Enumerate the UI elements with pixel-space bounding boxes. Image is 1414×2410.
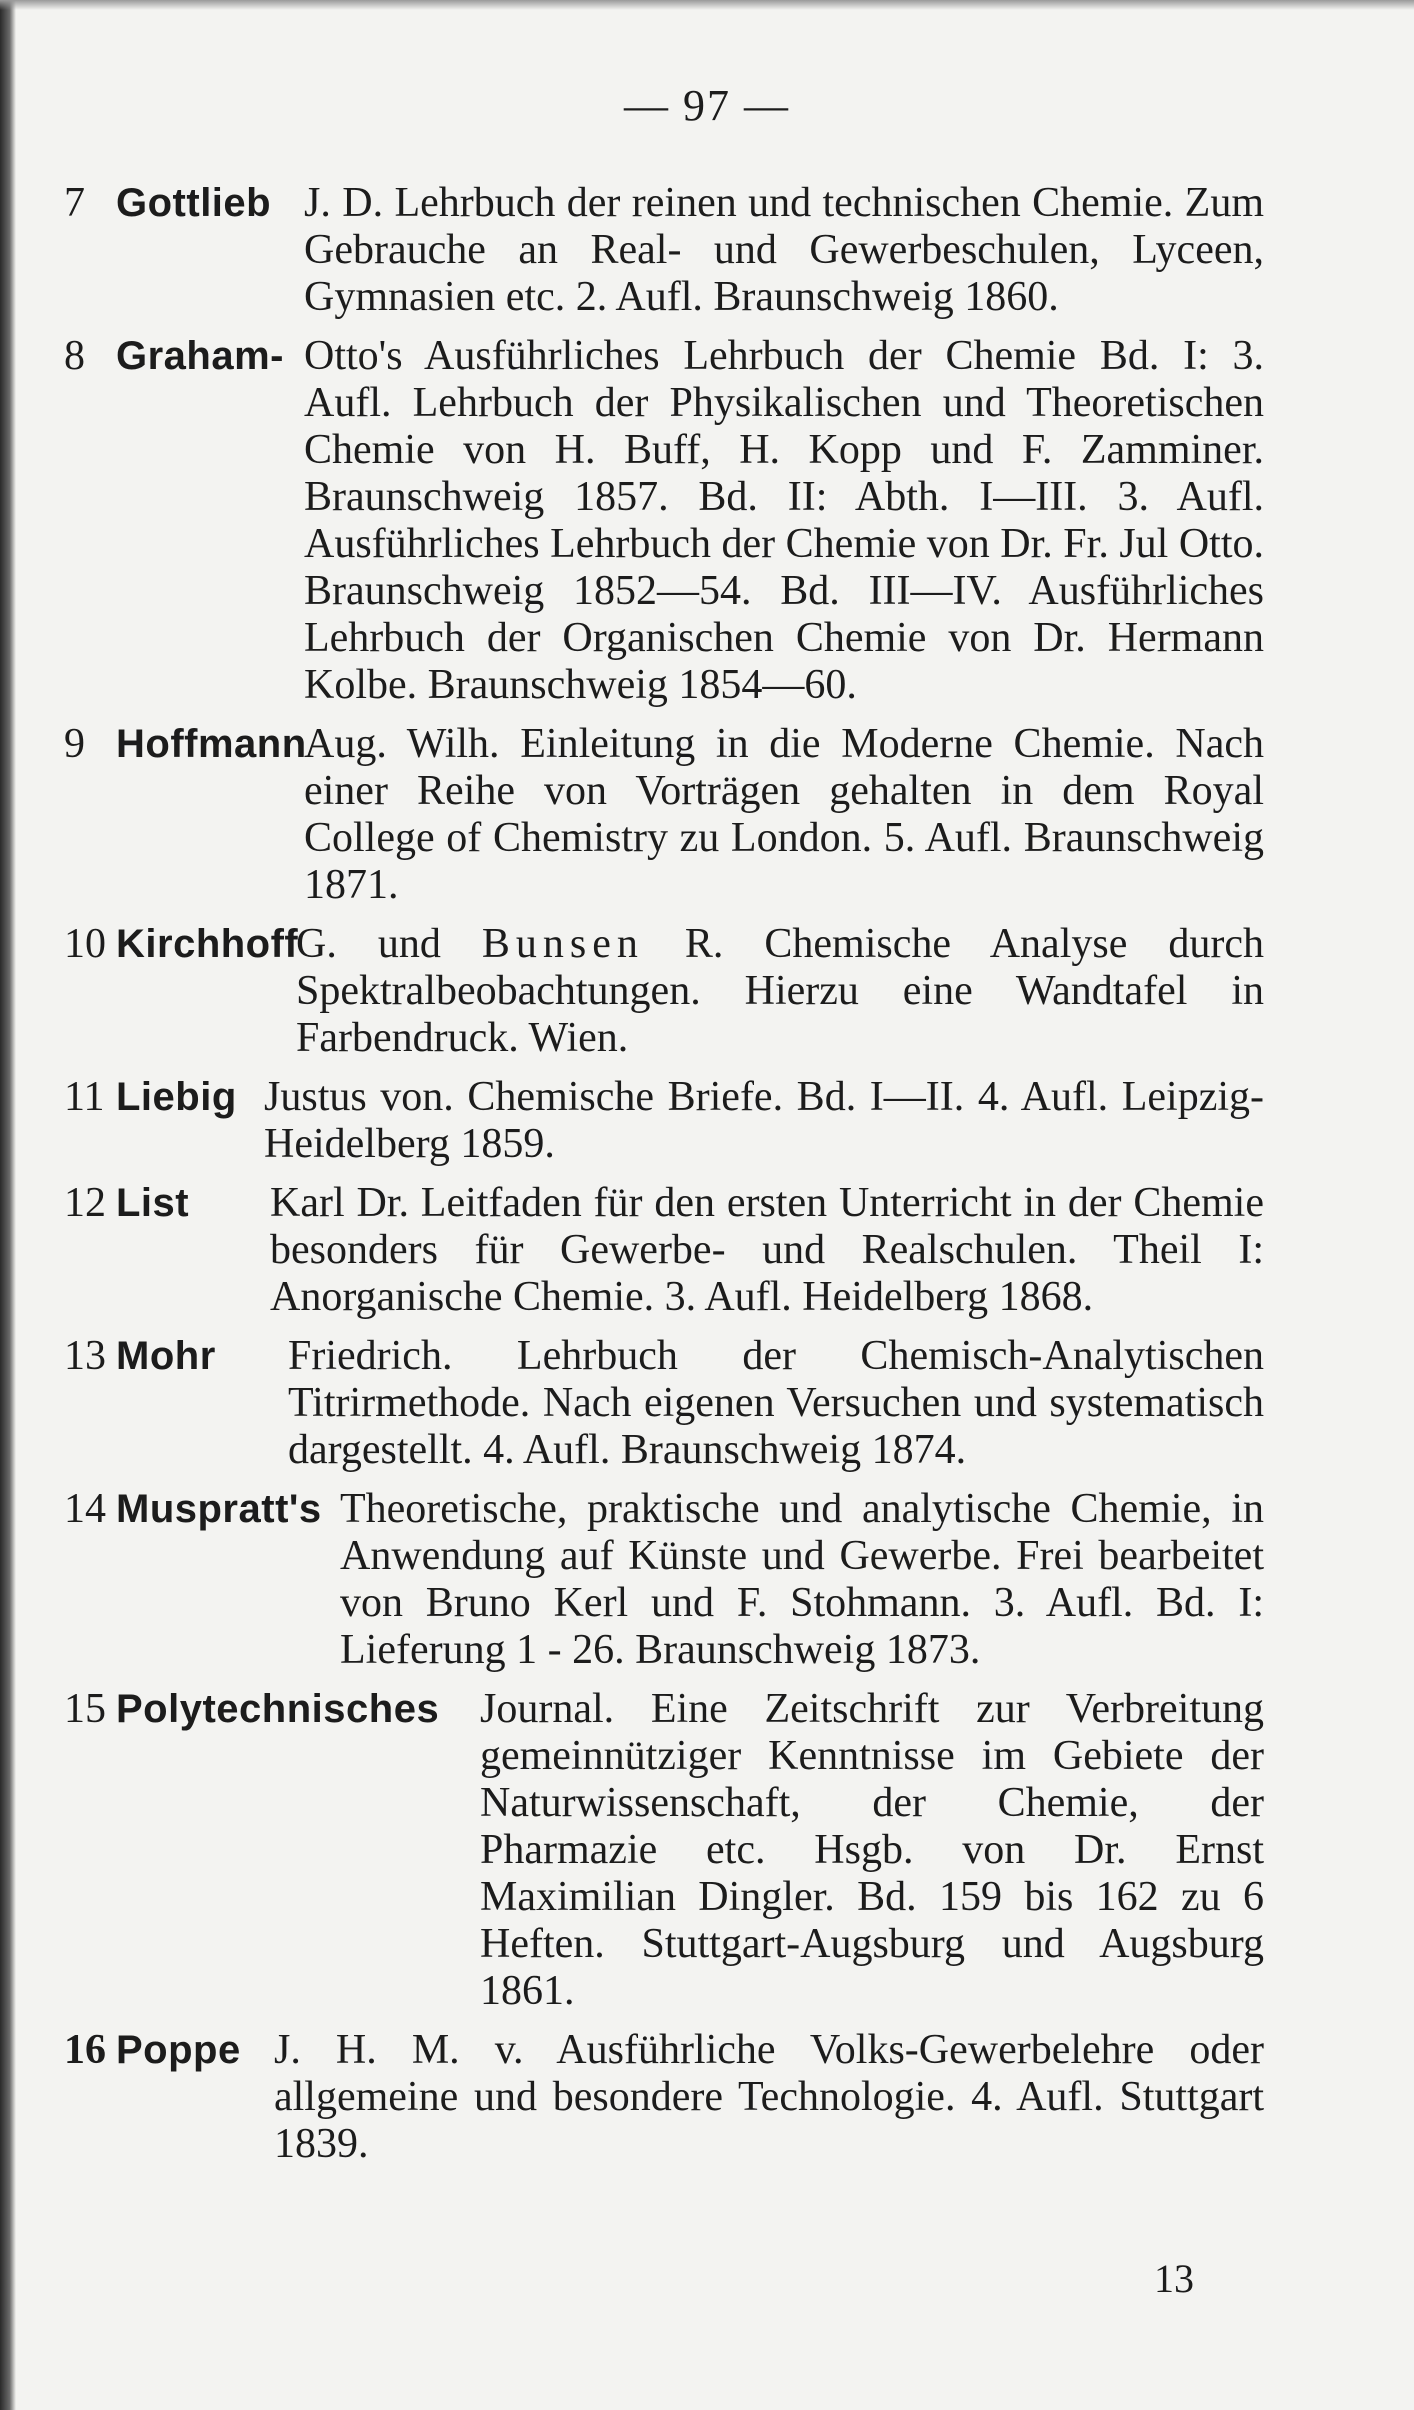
entry-number: 10 <box>64 921 106 967</box>
bibliography-entry-11 <box>64 1074 1264 1168</box>
entry-author: Muspratt's <box>116 1487 322 1531</box>
entry-text: Journal. Eine Zeitschrift zur Verbreitung gemeinnütziger Kenntnisse im Gebiete der Naturwissenschaft, der Chemie, der Pharmazie etc. Hsgb. von Dr. Ernst Maximilian Dingler. Bd. 159 bis 162 zu 6 Heften. Stuttgart-Augsburg und Augsburg 1861. <box>480 1686 1264 2014</box>
entry-author: Poppe <box>116 2028 241 2072</box>
bibliography-entry-9 <box>64 721 1264 909</box>
entry-author: List <box>116 1181 190 1225</box>
entry-text: Friedrich. Lehrbuch der Chemisch-Analytischen Titrirmethode. Nach eigenen Versuchen und systematisch dargestellt. 4. Aufl. Braunschweig 1874. <box>288 1333 1264 1473</box>
entry-author: Graham- <box>116 334 284 378</box>
entry-number: 13 <box>64 1333 106 1379</box>
entry-author: Liebig <box>116 1075 237 1119</box>
bibliography-entry-12 <box>64 1180 1264 1321</box>
entry-number: 9 <box>64 721 85 767</box>
entry-text: Theoretische, praktische und analytische Chemie, in Anwendung auf Künste und Gewerbe. Frei bearbeitet von Bruno Kerl und F. Stohmann. 3. Aufl. Bd. I: Lieferung 1 - 26. Braunschweig 1873. <box>340 1486 1264 1673</box>
entry-author: Gottlieb <box>116 181 272 225</box>
entry-number: 14 <box>64 1486 106 1532</box>
entry-author: Hoffmann <box>116 722 307 766</box>
entry-text: Justus von. Chemische Briefe. Bd. I—II. 4. Aufl. Leipzig-Heidelberg 1859. <box>264 1074 1264 1167</box>
bibliography-entry-14 <box>64 1486 1264 1674</box>
entry-text: Aug. Wilh. Einleitung in die Moderne Chemie. Nach einer Reihe von Vorträgen gehalten in dem Royal College of Chemistry zu London. 5. Aufl. Braunschweig 1871. <box>304 721 1264 908</box>
bibliography-list <box>64 180 1264 2180</box>
bibliography-entry-7 <box>64 180 1264 321</box>
entry-number: 8 <box>64 333 85 379</box>
entry-number: 16 <box>64 2027 106 2073</box>
entry-text: J. H. M. v. Ausführliche Volks-Gewerbelehre oder allgemeine und besondere Technologie. 4. Aufl. Stuttgart 1839. <box>274 2027 1264 2167</box>
entry-text: J. D. Lehrbuch der reinen und technischen Chemie. Zum Gebrauche an Real- und Gewerbeschulen, Lyceen, Gymnasien etc. 2. Aufl. Braunschweig 1860. <box>304 180 1264 320</box>
entry-author: Mohr <box>116 1334 216 1378</box>
bibliography-entry-8 <box>64 333 1264 709</box>
entry-number: 7 <box>64 180 85 226</box>
bibliography-entry-16 <box>64 2027 1264 2168</box>
bibliography-entry-10 <box>64 921 1264 1062</box>
bibliography-entry-13 <box>64 1333 1264 1474</box>
bibliography-entry-15 <box>64 1686 1264 2015</box>
entry-number: 12 <box>64 1180 106 1226</box>
entry-coauthor: Bunsen <box>481 921 644 967</box>
entry-text-post: R. Chemische Analyse durch Spektralbeobachtungen. Hierzu eine Wandtafel in Farbendruck. Wien. <box>296 921 1264 1061</box>
entry-author: Polytechnisches <box>116 1687 440 1731</box>
entry-number: 15 <box>64 1686 106 1732</box>
entry-number: 11 <box>64 1074 105 1120</box>
entry-text-pre: G. und <box>296 921 482 967</box>
entry-text: Karl Dr. Leitfaden für den ersten Unterricht in der Chemie besonders für Gewerbe- und Realschulen. Theil I: Anorganische Chemie. 3. Aufl. Heidelberg 1868. <box>270 1180 1264 1320</box>
entry-text: Otto's Ausführliches Lehrbuch der Chemie Bd. I: 3. Aufl. Lehrbuch der Physikalischen und Theoretischen Chemie von H. Buff, H. Kopp und F. Zamminer. Braunschweig 1857. Bd. II: Abth. I—III. 3. Aufl. Ausführliches Lehrbuch der Chemie von Dr. Fr. Jul Otto. Braunschweig 1852—54. Bd. III—IV. Ausführliches Lehrbuch der Organischen Chemie von Dr. Hermann Kolbe. Braunschweig 1854—60. <box>304 333 1265 708</box>
page-number: — 97 — <box>624 81 790 130</box>
sheet-signature-number: 13 <box>1154 2256 1194 2301</box>
entry-author: Kirchhoff <box>116 922 299 966</box>
